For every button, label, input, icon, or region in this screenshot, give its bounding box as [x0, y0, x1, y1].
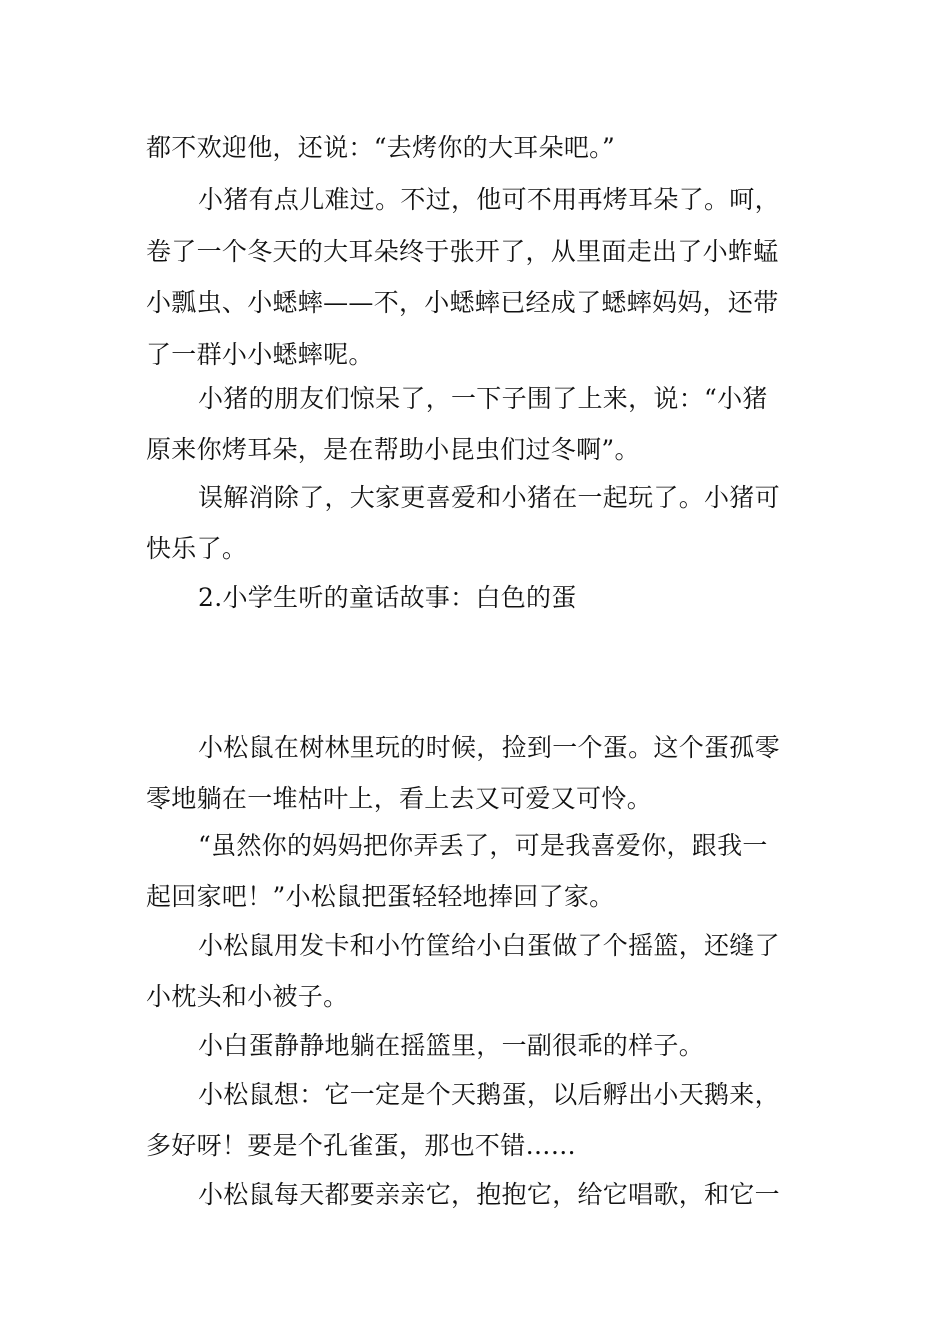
text-line: 多好呀！要是个孔雀蛋，那也不错……	[146, 1131, 577, 1160]
text-line: 小瓢虫、小蟋蟀——不，小蟋蟀已经成了蟋蟀妈妈，还带	[146, 288, 779, 317]
text-line: 小松鼠用发卡和小竹筐给小白蛋做了个摇篮，还缝了	[198, 931, 780, 960]
section-heading: 2.小学生听的童话故事：白色的蛋	[198, 583, 577, 612]
text-line: 快乐了。	[146, 534, 248, 563]
text-line: 小枕头和小被子。	[146, 982, 349, 1011]
text-line: “虽然你的妈妈把你弄丢了，可是我喜爱你，跟我一	[198, 831, 768, 860]
text-line: 小猪的朋友们惊呆了，一下子围了上来，说：“小猪	[198, 384, 768, 413]
text-line: 卷了一个冬天的大耳朵终于张开了，从里面走出了小蚱蜢	[146, 237, 779, 266]
text-line: 起回家吧！”小松鼠把蛋轻轻地捧回了家。	[146, 882, 615, 911]
text-line: 小松鼠想：它一定是个天鹅蛋，以后孵出小天鹅来，	[198, 1080, 780, 1109]
text-line: 小猪有点儿难过。不过，他可不用再烤耳朵了。呵，	[198, 185, 780, 214]
text-line: 小松鼠在树林里玩的时候，捡到一个蛋。这个蛋孤零	[198, 733, 780, 762]
text-line: 小松鼠每天都要亲亲它，抱抱它，给它唱歌，和它一	[198, 1180, 780, 1209]
text-line: 零地躺在一堆枯叶上，看上去又可爱又可怜。	[146, 784, 653, 813]
text-line: 都不欢迎他，还说：“去烤你的大耳朵吧。”	[146, 133, 616, 162]
text-line: 小白蛋静静地躺在摇篮里，一副很乖的样子。	[198, 1031, 705, 1060]
text-line: 原来你烤耳朵，是在帮助小昆虫们过冬啊”。	[146, 435, 640, 464]
text-line: 误解消除了，大家更喜爱和小猪在一起玩了。小猪可	[198, 483, 780, 512]
text-line: 了一群小小蟋蟀呢。	[146, 340, 374, 369]
